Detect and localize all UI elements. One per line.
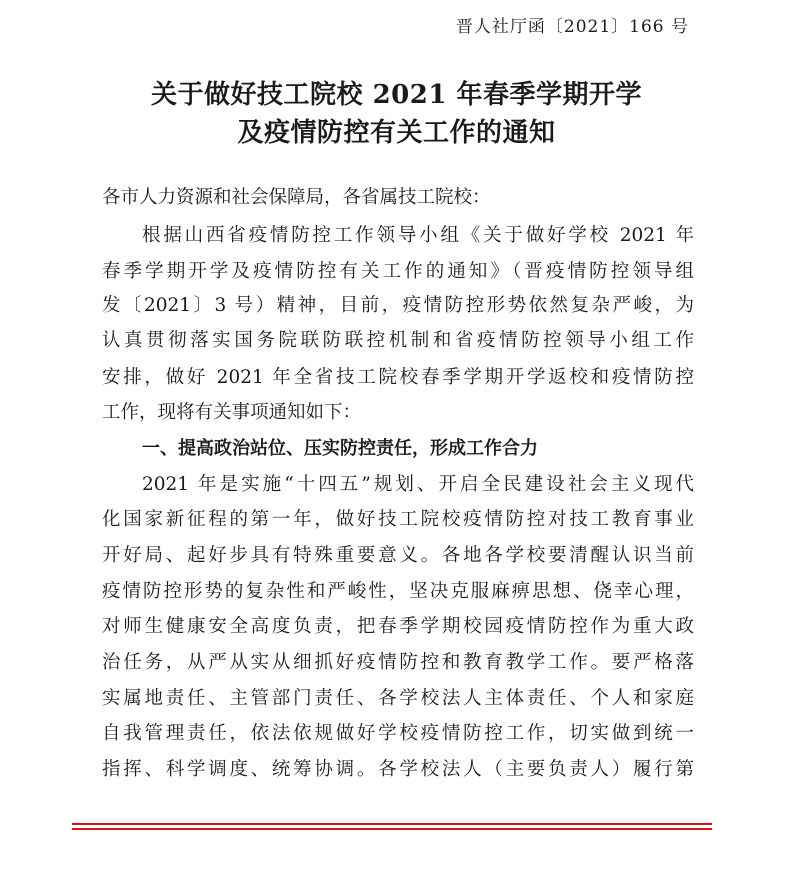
paragraph-2-line: 指挥、科学调度、统筹协调。各学校法人（主要负责人）履行第 — [102, 759, 694, 780]
paragraph-2-line: 实属地责任、主管部门责任、各学校法人主体责任、个人和家庭 — [102, 688, 694, 709]
paragraph-2-line: 治任务，从严从实从细抓好疫情防控和教育教学工作。要严格落 — [102, 652, 694, 673]
red-divider-rule-bottom — [72, 828, 712, 830]
paragraph-2-line: 2021 年是实施“十四五”规划、开启全民建设社会主义现代 — [142, 474, 694, 495]
paragraph-1-line: 根据山西省疫情防控工作领导小组《关于做好学校 2021 年 — [142, 225, 694, 246]
paragraph-1-line: 安排，做好 2021 年全省技工院校春季学期开学返校和疫情防控 — [102, 367, 694, 388]
paragraph-2-line: 自我管理责任，依法依规做好学校疫情防控工作，切实做到统一 — [102, 723, 694, 744]
salutation: 各市人力资源和社会保障局，各省属技工院校： — [102, 187, 491, 208]
paragraph-1-line: 工作，现将有关事项通知如下： — [102, 402, 362, 423]
document-title-line-1: 关于做好技工院校 2021 年春季学期开学 — [151, 80, 642, 110]
paragraph-2-line: 对师生健康安全高度负责，把春季学期校园疫情防控作为重大政 — [102, 616, 694, 637]
red-divider-rule-top — [72, 823, 712, 825]
paragraph-1-line: 发〔2021〕3 号）精神，目前，疫情防控形势依然复杂严峻，为 — [102, 295, 694, 316]
document-number: 晋人社厅函〔2021〕166 号 — [455, 17, 689, 37]
section-1-heading: 一、提高政治站位、压实防控责任，形成工作合力 — [142, 438, 538, 459]
paragraph-1-line: 春季学期开学及疫情防控有关工作的通知》（晋疫情防控领导组 — [102, 261, 694, 282]
paragraph-1-line: 认真贯彻落实国务院联防联控机制和省疫情防控领导小组工作 — [102, 330, 694, 351]
paragraph-2-line: 疫情防控形势的复杂性和严峻性，坚决克服麻痹思想、侥幸心理， — [102, 581, 694, 602]
paragraph-2-line: 开好局、起好步具有特殊重要意义。各地各学校要清醒认识当前 — [102, 545, 694, 566]
paragraph-2-line: 化国家新征程的第一年，做好技工院校疫情防控对技工教育事业 — [102, 509, 694, 530]
document-title-line-2: 及疫情防控有关工作的通知 — [237, 118, 556, 148]
